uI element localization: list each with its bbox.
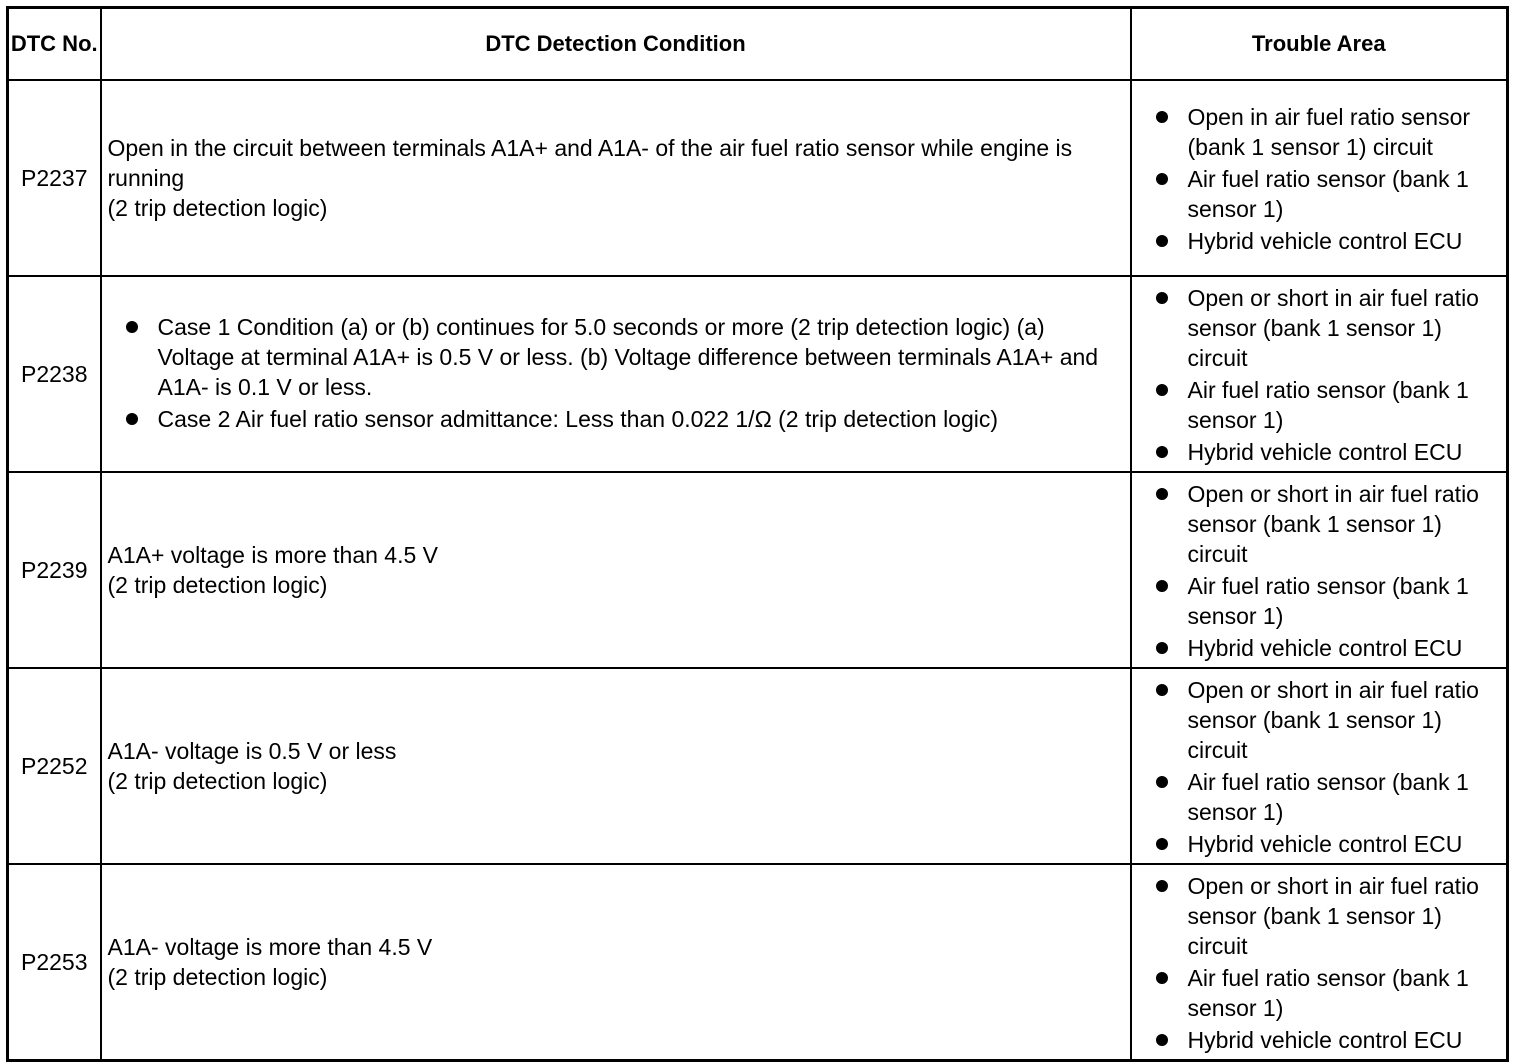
detection-condition <box>101 472 1131 668</box>
trouble-area-item: Open or short in air fuel ratio sensor (bank 1 sensor 1) circuit <box>1138 479 1501 569</box>
condition-line: Open in the circuit between terminals A1A+ and A1A- of the air fuel ratio sensor while engine is running <box>107 135 1073 191</box>
trouble-area <box>1131 668 1508 864</box>
table-row <box>8 864 1508 1061</box>
trouble-area-item: Open or short in air fuel ratio sensor (bank 1 sensor 1) circuit <box>1138 283 1501 373</box>
trouble-area <box>1131 472 1508 668</box>
trouble-area-item: Open in air fuel ratio sensor (bank 1 sensor 1) circuit <box>1138 102 1501 162</box>
dtc-code: P2252 <box>8 668 101 864</box>
table-row <box>8 276 1508 472</box>
condition-line: A1A- voltage is more than 4.5 V <box>107 934 433 960</box>
trouble-area-item: Hybrid vehicle control ECU <box>1138 437 1501 467</box>
trouble-area-item: Open or short in air fuel ratio sensor (bank 1 sensor 1) circuit <box>1138 871 1501 961</box>
condition-bullet: Case 1 Condition (a) or (b) continues for 5.0 seconds or more (2 trip detection logic) (a) Voltage at terminal A1A+ is 0.5 V or less. (b) Voltage difference between terminals A1A+ and A1A- is 0.1 V or less. <box>108 312 1124 402</box>
header-detection-condition: DTC Detection Condition <box>101 8 1131 81</box>
trouble-area-item: Air fuel ratio sensor (bank 1 sensor 1) <box>1138 963 1501 1023</box>
condition-line: A1A+ voltage is more than 4.5 V <box>107 542 439 568</box>
condition-line: (2 trip detection logic) <box>107 768 328 794</box>
dtc-code: P2237 <box>8 80 101 276</box>
detection-condition <box>101 864 1131 1061</box>
dtc-table <box>6 6 1509 1062</box>
detection-condition <box>101 668 1131 864</box>
detection-condition <box>101 276 1131 472</box>
condition-line: (2 trip detection logic) <box>107 572 328 598</box>
trouble-area-item: Hybrid vehicle control ECU <box>1138 829 1501 859</box>
dtc-code: P2238 <box>8 276 101 472</box>
condition-line: (2 trip detection logic) <box>107 195 328 221</box>
table-header-row <box>8 8 1508 81</box>
trouble-area-item: Air fuel ratio sensor (bank 1 sensor 1) <box>1138 164 1501 224</box>
trouble-area-item: Air fuel ratio sensor (bank 1 sensor 1) <box>1138 375 1501 435</box>
condition-line: (2 trip detection logic) <box>107 964 328 990</box>
header-dtc-no: DTC No. <box>8 8 101 81</box>
trouble-area <box>1131 276 1508 472</box>
trouble-area <box>1131 80 1508 276</box>
trouble-area <box>1131 864 1508 1061</box>
dtc-code: P2239 <box>8 472 101 668</box>
condition-bullet: Case 2 Air fuel ratio sensor admittance: Less than 0.022 1/Ω (2 trip detection logic) <box>108 404 1124 434</box>
trouble-area-item: Hybrid vehicle control ECU <box>1138 633 1501 663</box>
dtc-code: P2253 <box>8 864 101 1061</box>
header-trouble-area: Trouble Area <box>1131 8 1508 81</box>
table-row <box>8 668 1508 864</box>
condition-line: A1A- voltage is 0.5 V or less <box>107 738 397 764</box>
trouble-area-item: Air fuel ratio sensor (bank 1 sensor 1) <box>1138 767 1501 827</box>
detection-condition <box>101 80 1131 276</box>
trouble-area-item: Hybrid vehicle control ECU <box>1138 226 1501 256</box>
trouble-area-item: Air fuel ratio sensor (bank 1 sensor 1) <box>1138 571 1501 631</box>
table-row <box>8 472 1508 668</box>
trouble-area-item: Hybrid vehicle control ECU <box>1138 1025 1501 1055</box>
table-row <box>8 80 1508 276</box>
trouble-area-item: Open or short in air fuel ratio sensor (bank 1 sensor 1) circuit <box>1138 675 1501 765</box>
